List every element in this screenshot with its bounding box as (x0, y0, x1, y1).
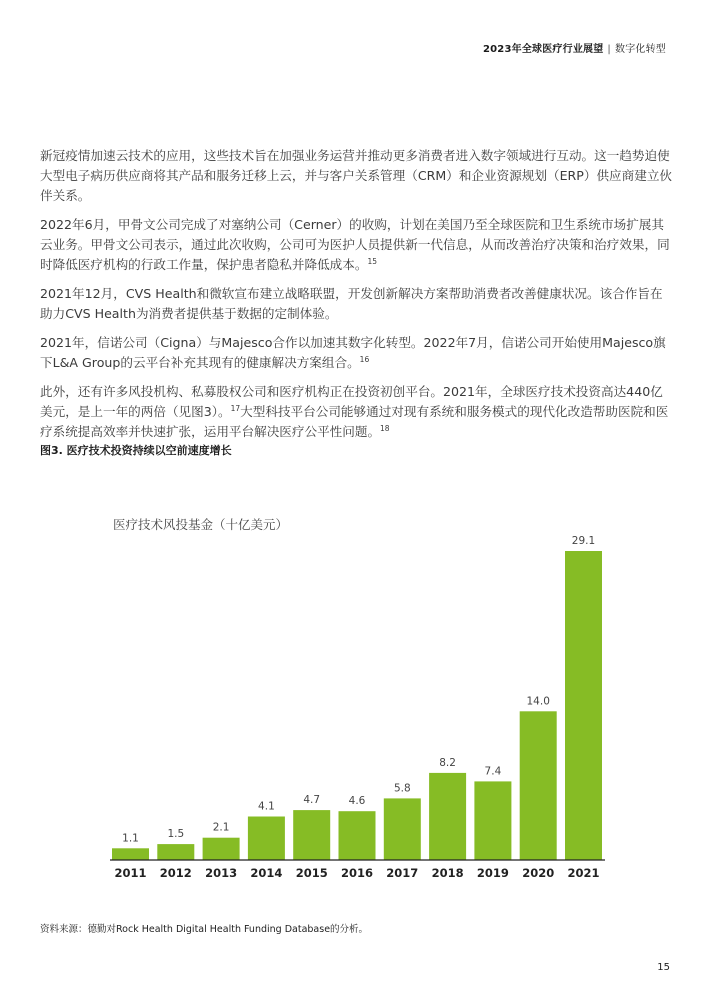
value-label-2018: 8.2 (439, 756, 456, 769)
value-label-2020: 14.0 (526, 695, 550, 708)
value-label-2019: 7.4 (484, 765, 502, 778)
x-tick-2011: 2011 (114, 866, 147, 880)
bar-2015 (293, 810, 330, 860)
x-tick-2021: 2021 (567, 866, 600, 880)
figure-title: 图3. 医疗技术投资持续以空前速度增长 (40, 444, 232, 457)
chart-bars (112, 535, 602, 860)
paragraph-2-text: 2022年6月，甲骨文公司完成了对塞纳公司（Cerner）的收购，计划在美国乃至全球医院和卫生系统市场扩展其云业务。甲骨文公司表示，通过此次收购，公司可为医护人员提供新一代信息，从而改善治疗决策和治疗效果，同时降低医疗机构的行政工作量，保护患者隐私并降低成本。 (40, 217, 670, 272)
chart-title: 医疗技术风投基金（十亿美元） (113, 517, 289, 532)
report-title: 2023年全球医疗行业展望 (482, 44, 604, 55)
x-tick-2012: 2012 (159, 866, 192, 880)
footnote-ref-16[interactable]: 16 (359, 355, 370, 364)
x-tick-2013: 2013 (205, 866, 238, 880)
x-tick-2015: 2015 (295, 866, 328, 880)
x-tick-2014: 2014 (250, 866, 283, 880)
paragraph-4-text: 2021年，信诺公司（Cigna）与Majesco合作以加速其数字化转型。2022年7月，信诺公司开始使用Majesco旗下L&A Group的云平台补充其现有的健康解决方案组合。 (40, 335, 666, 370)
page-number: 15 (657, 962, 670, 973)
bar-2014 (248, 817, 285, 861)
source-note: 资料来源：德勤对Rock Health Digital Health Funding Database的分析。 (40, 924, 369, 935)
paragraph-5-text: 此外，还有许多风投机构、私募股权公司和医疗机构正在投资初创平台。2021年，全球医疗技术投资高达440亿美元，是上一年的两倍（见图3）。 (40, 384, 663, 419)
x-tick-2020: 2020 (522, 866, 555, 880)
x-tick-labels (114, 866, 599, 880)
paragraph-5-text-cont: 大型科技平台公司能够通过对现有系统和服务模式的现代化改造帮助医院和医疗系统提高效率并快速扩张，运用平台解决医疗公平性问题。 (40, 404, 669, 439)
x-tick-2017: 2017 (386, 866, 419, 880)
bar-2021 (565, 551, 602, 860)
bar-2017 (384, 798, 421, 860)
paragraph-1-text: 新冠疫情加速云技术的应用，这些技术旨在加强业务运营并推动更多消费者进入数字领域进行互动。这一趋势迫使大型电子病历供应商将其产品和服务迁移上云，并与客户关系管理（CRM）和企业资源规划（ERP）供应商建立伙伴关系。 (40, 148, 673, 203)
bar-2016 (339, 811, 376, 860)
bar-2020 (520, 711, 557, 860)
footnote-ref-18[interactable]: 18 (380, 424, 390, 433)
paragraph-3-text: 2021年12月，CVS Health和微软宣布建立战略联盟，开发创新解决方案帮助消费者改善健康状况。该合作旨在助力CVS Health为消费者提供基于数据的定制体验。 (40, 286, 663, 321)
value-label-2017: 5.8 (393, 782, 411, 795)
footnote-ref-17[interactable]: 17 (230, 404, 241, 413)
value-label-2021: 29.1 (571, 535, 596, 547)
bar-2013 (203, 838, 240, 860)
value-label-2014: 4.1 (258, 800, 275, 813)
bar-2012 (157, 844, 194, 860)
bar-2011 (112, 848, 149, 860)
header-separator: | (607, 44, 611, 55)
bar-2019 (474, 781, 511, 860)
x-tick-2018: 2018 (431, 866, 464, 880)
footnote-ref-15[interactable]: 15 (367, 257, 377, 266)
x-tick-2019: 2019 (476, 866, 509, 880)
bar-2018 (429, 773, 466, 860)
value-label-2015: 4.7 (303, 794, 321, 807)
section-name: 数字化转型 (615, 44, 666, 55)
value-label-2016: 4.6 (348, 795, 366, 808)
x-tick-2016: 2016 (340, 866, 374, 880)
value-label-2011: 1.1 (122, 832, 139, 845)
value-label-2012: 1.5 (167, 828, 185, 841)
value-label-2013: 2.1 (212, 821, 230, 834)
